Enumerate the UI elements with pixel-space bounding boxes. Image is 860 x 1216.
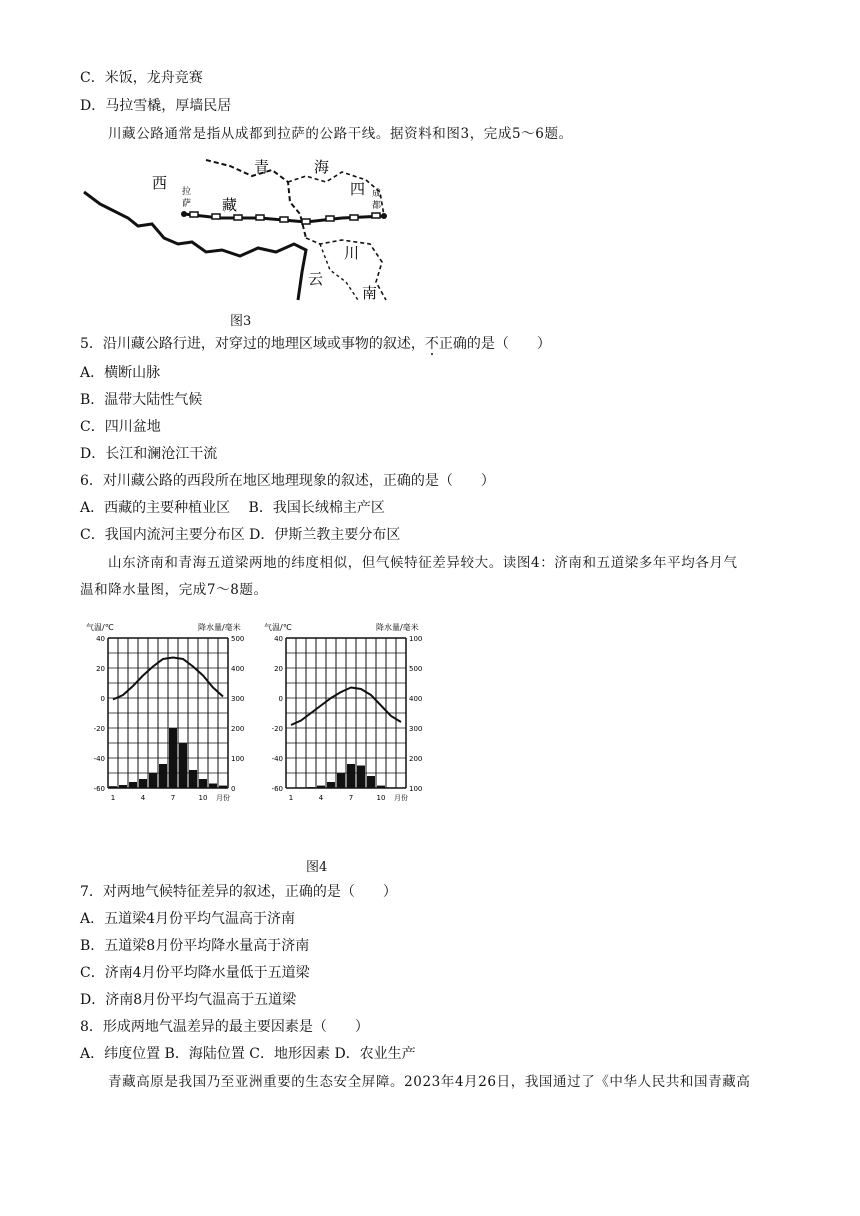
q5-option-b: B．温带大陆性气候 bbox=[80, 392, 203, 408]
map-label: 西 bbox=[152, 174, 168, 192]
right-axis-title: 降水量/毫米 bbox=[198, 623, 241, 632]
temp-tick-label: 0 bbox=[100, 695, 105, 703]
map-label: 云 bbox=[308, 270, 324, 288]
map-label: 海 bbox=[314, 158, 330, 176]
border-line bbox=[84, 192, 306, 300]
precip-bar bbox=[179, 743, 187, 788]
city-label-chengdu: 成 bbox=[372, 189, 382, 199]
question-7: 7．对两地气候特征差异的叙述，正确的是（ ） bbox=[80, 884, 397, 900]
q5-text-end: 正确的是（ ） bbox=[438, 336, 551, 352]
map-label: 川 bbox=[344, 244, 360, 262]
month-tick-label: 1 bbox=[110, 794, 116, 802]
city-label-chengdu: 都 bbox=[372, 201, 382, 211]
temp-tick-label: -20 bbox=[271, 725, 283, 733]
q5-text: 5．沿川藏公路行进，对穿过的地理区域或事物的叙述， bbox=[80, 336, 425, 352]
temp-tick-label: -20 bbox=[93, 725, 105, 733]
precip-bar bbox=[159, 764, 167, 788]
paragraph-intro-7-8-cont: 温和降水量图，完成7～8题。 bbox=[80, 582, 268, 598]
precip-tick-label: 500 bbox=[231, 635, 245, 643]
chengdu-point bbox=[381, 213, 387, 219]
temp-tick-label: 20 bbox=[274, 665, 283, 673]
q8-options: A．纬度位置 B．海陆位置 C．地形因素 D．农业生产 bbox=[80, 1046, 416, 1062]
month-tick-label: 10 bbox=[198, 794, 208, 802]
line-d-option: D．马拉雪橇，厚墙民居 bbox=[80, 98, 232, 114]
border-line bbox=[288, 172, 384, 216]
question-8: 8．形成两地气温差异的最主要因素是（ ） bbox=[80, 1019, 369, 1035]
precip-bar bbox=[139, 779, 147, 788]
climate-chart-wudaoliang bbox=[262, 618, 442, 840]
q6-options-cd: C．我国内流河主要分布区 D．伊斯兰教主要分布区 bbox=[80, 527, 401, 543]
precip-tick-label: 0 bbox=[231, 785, 236, 793]
q7-option-a: A．五道梁4月份平均气温高于济南 bbox=[80, 911, 296, 927]
precip-bar bbox=[327, 782, 335, 788]
q7-option-b: B．五道梁8月份平均降水量高于济南 bbox=[80, 938, 310, 954]
precip-bar bbox=[149, 773, 157, 788]
paragraph-intro-9: 青藏高原是我国乃至亚洲重要的生态安全屏障。2023年4月26日，我国通过了《中华人民共和国青藏高 bbox=[108, 1074, 751, 1090]
map-label: 四 bbox=[350, 180, 366, 198]
precip-tick-label: 200 bbox=[231, 725, 245, 733]
month-tick-label: 4 bbox=[140, 794, 146, 802]
precip-bar bbox=[357, 766, 365, 789]
highway-markers bbox=[190, 212, 380, 224]
temp-tick-label: -60 bbox=[93, 785, 105, 793]
city-label-lhasa: 萨 bbox=[182, 199, 192, 209]
line-c-option: C．米饭，龙舟竞赛 bbox=[80, 70, 203, 86]
lhasa-point bbox=[181, 211, 187, 217]
precip-bar bbox=[347, 764, 355, 788]
paragraph-intro-7-8: 山东济南和青海五道梁两地的纬度相似，但气候特征差异较大。读图4：济南和五道梁多年平均各月气 bbox=[108, 555, 738, 571]
city-label-lhasa: 拉 bbox=[182, 187, 192, 197]
q7-option-c: C．济南4月份平均降水量低于五道梁 bbox=[80, 965, 310, 981]
month-tick-label: 10 bbox=[376, 794, 386, 802]
precip-tick-label: 200 bbox=[409, 755, 423, 763]
precip-bar bbox=[129, 782, 137, 788]
precip-tick-label: 100 bbox=[409, 785, 423, 793]
figure-4-caption: 图4 bbox=[306, 860, 328, 875]
precip-tick-label: 100 bbox=[231, 755, 245, 763]
precip-tick-label: 300 bbox=[409, 725, 423, 733]
figure-3-caption: 图3 bbox=[230, 314, 252, 329]
temp-tick-label: 0 bbox=[278, 695, 283, 703]
precip-tick-label: 100 bbox=[409, 635, 423, 643]
precip-bar bbox=[367, 776, 375, 788]
map-label: 藏 bbox=[222, 196, 238, 214]
temp-tick-label: 20 bbox=[96, 665, 105, 673]
figure-3-map bbox=[80, 152, 400, 302]
left-axis-title: 气温/℃ bbox=[86, 623, 114, 632]
map-label: 南 bbox=[362, 284, 378, 302]
precip-tick-label: 400 bbox=[231, 665, 245, 673]
q5-emphasis: 不 bbox=[424, 336, 439, 352]
question-6: 6．对川藏公路的西段所在地区地理现象的叙述，正确的是（ ） bbox=[80, 473, 495, 489]
q7-option-d: D．济南8月份平均气温高于五道梁 bbox=[80, 992, 297, 1008]
month-axis-title: 月份 bbox=[394, 794, 408, 802]
temp-tick-label: -40 bbox=[271, 755, 283, 763]
month-tick-label: 1 bbox=[288, 794, 294, 802]
precip-bar bbox=[337, 773, 345, 788]
precip-tick-label: 300 bbox=[231, 695, 245, 703]
q5-option-a: A．横断山脉 bbox=[80, 365, 161, 381]
temp-tick-label: 40 bbox=[96, 635, 105, 643]
month-tick-label: 4 bbox=[318, 794, 324, 802]
q6-options-ab: A．西藏的主要种植业区 B．我国长绒棉主产区 bbox=[80, 500, 385, 516]
q5-option-d: D．长江和澜沧江干流 bbox=[80, 446, 218, 462]
map-label: 青 bbox=[254, 158, 270, 176]
month-tick-label: 7 bbox=[170, 794, 176, 802]
q5-option-c: C．四川盆地 bbox=[80, 419, 161, 435]
month-axis-title: 月份 bbox=[216, 794, 230, 802]
precip-bar bbox=[199, 779, 207, 788]
temp-tick-label: -60 bbox=[271, 785, 283, 793]
climate-chart-jinan bbox=[84, 618, 254, 840]
month-tick-label: 7 bbox=[348, 794, 354, 802]
temp-tick-label: 40 bbox=[274, 635, 283, 643]
paragraph-intro-5-6: 川藏公路通常是指从成都到拉萨的公路干线。据资料和图3，完成5～6题。 bbox=[108, 126, 573, 142]
precip-tick-label: 400 bbox=[409, 695, 423, 703]
left-axis-title: 气温/℃ bbox=[264, 623, 292, 632]
question-5 bbox=[80, 334, 551, 354]
right-axis-title: 降水量/毫米 bbox=[376, 623, 419, 632]
temp-tick-label: -40 bbox=[93, 755, 105, 763]
precip-tick-label: 500 bbox=[409, 665, 423, 673]
